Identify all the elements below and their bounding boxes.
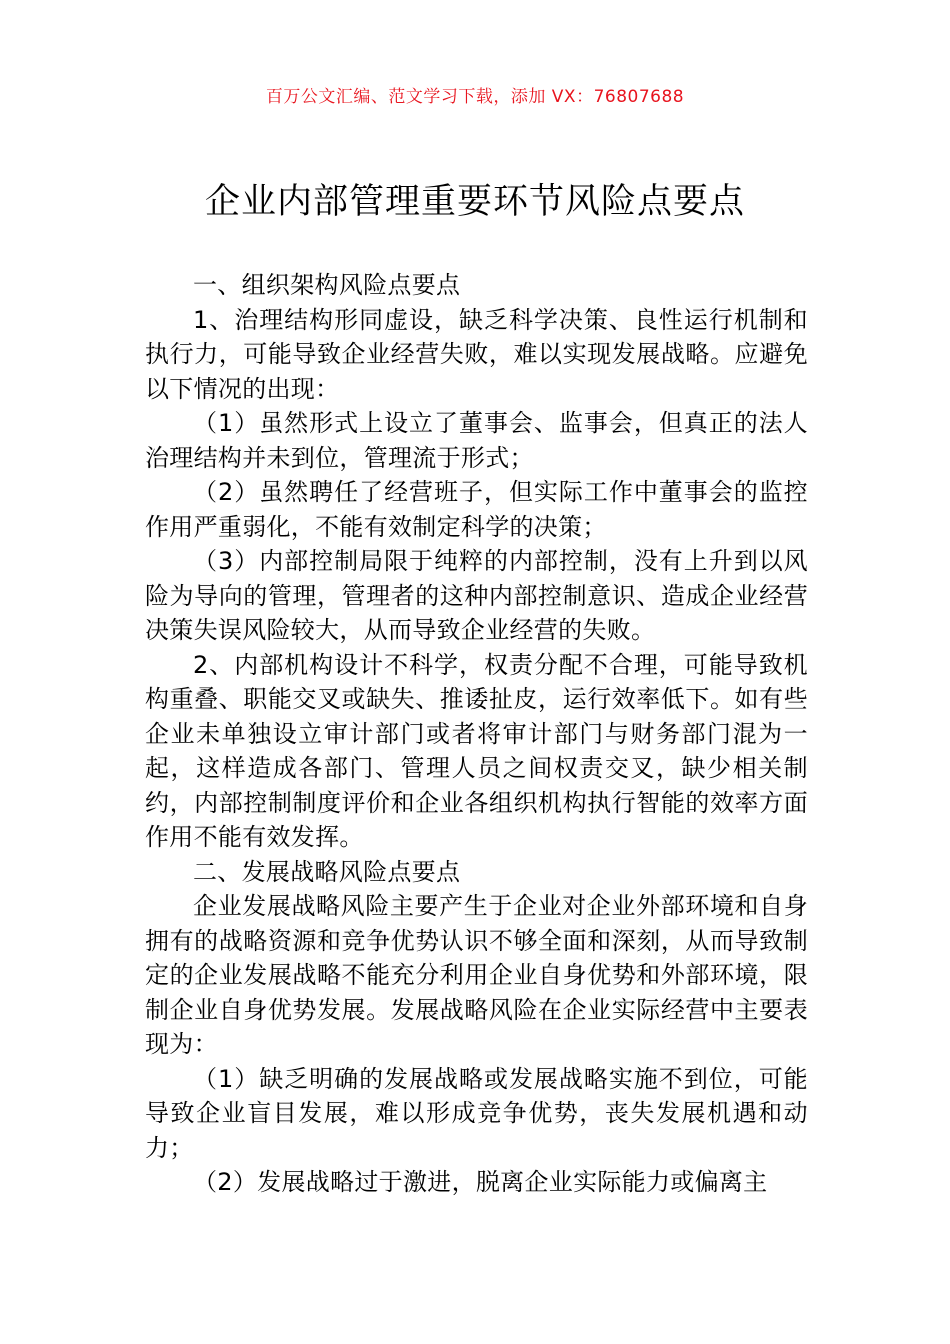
- paragraph-item-2: （2）虽然聘任了经营班子，但实际工作中董事会的监控作用严重弱化，不能有效制定科学的决策；: [145, 478, 808, 541]
- document-body: [145, 268, 808, 1200]
- paragraph-strategy-item-1: （1）缺乏明确的发展战略或发展战略实施不到位，可能导致企业盲目发展，难以形成竞争优势，丧失发展机遇和动力；: [145, 1064, 808, 1162]
- paragraph-item-3: （3）内部控制局限于纯粹的内部控制，没有上升到以风险为导向的管理，管理者的这种内部控制意识、造成企业经营决策失误风险较大，从而导致企业经营的失败。: [145, 547, 808, 644]
- paragraph-strategy-item-2: （2）发展战略过于激进，脱离企业实际能力或偏离主: [193, 1168, 768, 1196]
- paragraph-internal-structure: 2、内部机构设计不科学，权责分配不合理，可能导致机构重叠、职能交叉或缺失、推诿扯皮，运行效率低下。如有些企业未单独设立审计部门或者将审计部门与财务部门混为一起，这样造成各部门、管理人员之间权责交叉，缺少相关制约，内部控制制度评价和企业各组织机构执行智能的效率方面作用不能有效发挥。: [145, 650, 808, 851]
- paragraph-item-1: （1）虽然形式上设立了董事会、监事会，但真正的法人治理结构并未到位，管理流于形式；: [145, 409, 808, 472]
- paragraph-strategy-risk: 企业发展战略风险主要产生于企业对企业外部环境和自身拥有的战略资源和竞争优势认识不够全面和深刻，从而导致制定的企业发展战略不能充分利用企业自身优势和外部环境，限制企业自身优势发展。发展战略风险在企业实际经营中主要表现为：: [145, 892, 808, 1058]
- paragraph-governance-structure: 1、治理结构形同虚设，缺乏科学决策、良性运行机制和执行力，可能导致企业经营失败，难以实现发展战略。应避免以下情况的出现：: [145, 305, 808, 403]
- section-heading-organization: 一、组织架构风险点要点: [193, 271, 461, 299]
- document-title: 企业内部管理重要环节风险点要点: [204, 182, 745, 222]
- download-promo-note: 百万公文汇编、范文学习下载，添加 VX：76807688: [265, 87, 685, 107]
- section-heading-strategy: 二、发展战略风险点要点: [193, 857, 461, 886]
